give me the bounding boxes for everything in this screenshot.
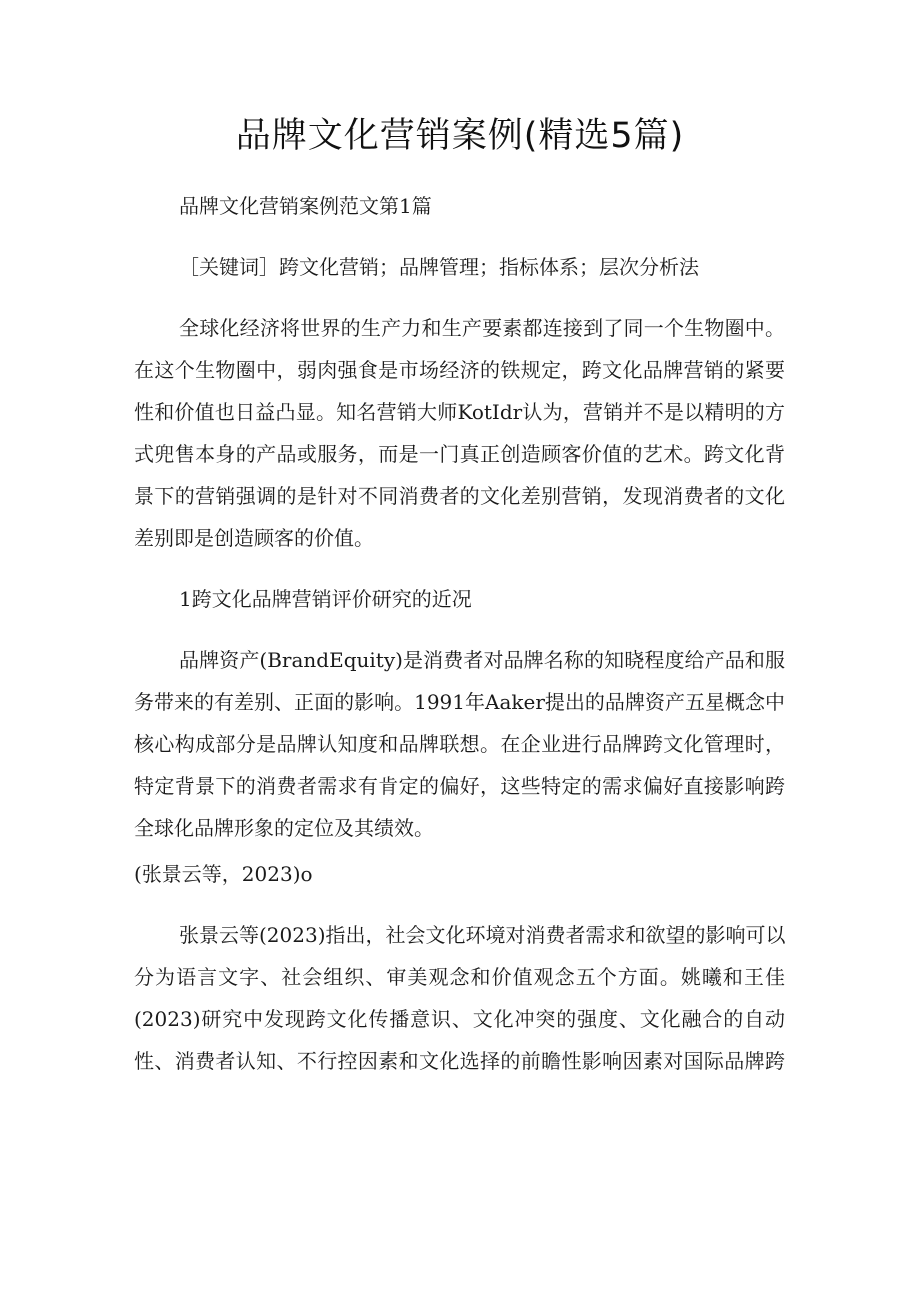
paragraph3-line: 张景云等(2023)指出，社会文化环境对消费者需求和欲望的影响可以 (179, 923, 786, 947)
paragraph3-line: 性、消费者认知、不行控因素和文化选择的前瞻性影响因素对国际品牌跨 (134, 1049, 785, 1073)
document-title: 品牌文化营销案例(精选5篇) (235, 116, 685, 156)
section-heading: 1跨文化品牌营销评价研究的近况 (179, 587, 472, 611)
paragraph1-line: 在这个生物圈中，弱肉强食是市场经济的铁规定，跨文化品牌营销的紧要 (134, 358, 785, 382)
paragraph2-line: 特定背景下的消费者需求有肯定的偏好，这些特定的需求偏好直接影响跨 (134, 774, 785, 798)
paragraph2-line: 全球化品牌形象的定位及其绩效。 (134, 816, 434, 840)
paragraph1-line: 性和价值也日益凸显。知名营销大师KotIdr认为，营销并不是以精明的方 (134, 400, 785, 424)
paragraph1-line: 差别即是创造顾客的价值。 (134, 526, 374, 550)
paragraph1-line: 景下的营销强调的是针对不同消费者的文化差别营销，发现消费者的文化 (134, 484, 785, 508)
paragraph1-line: 式兜售本身的产品或服务，而是一门真正创造顾客价值的艺术。跨文化背 (134, 442, 785, 466)
paragraph1-line: 全球化经济将世界的生产力和生产要素都连接到了同一个生物圈中。 (179, 316, 785, 340)
subtitle: 品牌文化营销案例范文第1篇 (179, 194, 432, 218)
keywords-line: ［关键词］跨文化营销；品牌管理；指标体系；层次分析法 (179, 255, 699, 279)
paragraph2-line: 核心构成部分是品牌认知度和品牌联想。在企业进行品牌跨文化管理时， (134, 732, 785, 756)
citation: (张景云等，2023)o (134, 862, 313, 886)
paragraph2-line: 务带来的有差别、正面的影响。1991年Aaker提出的品牌资产五星概念中 (134, 690, 785, 714)
paragraph3-line: (2023)研究中发现跨文化传播意识、文化冲突的强度、文化融合的自动 (134, 1007, 785, 1031)
paragraph2-line: 品牌资产(BrandEquity)是消费者对品牌名称的知晓程度给产品和服 (179, 648, 785, 672)
paragraph3-line: 分为语言文字、社会组织、审美观念和价值观念五个方面。姚曦和王佳 (134, 965, 785, 989)
